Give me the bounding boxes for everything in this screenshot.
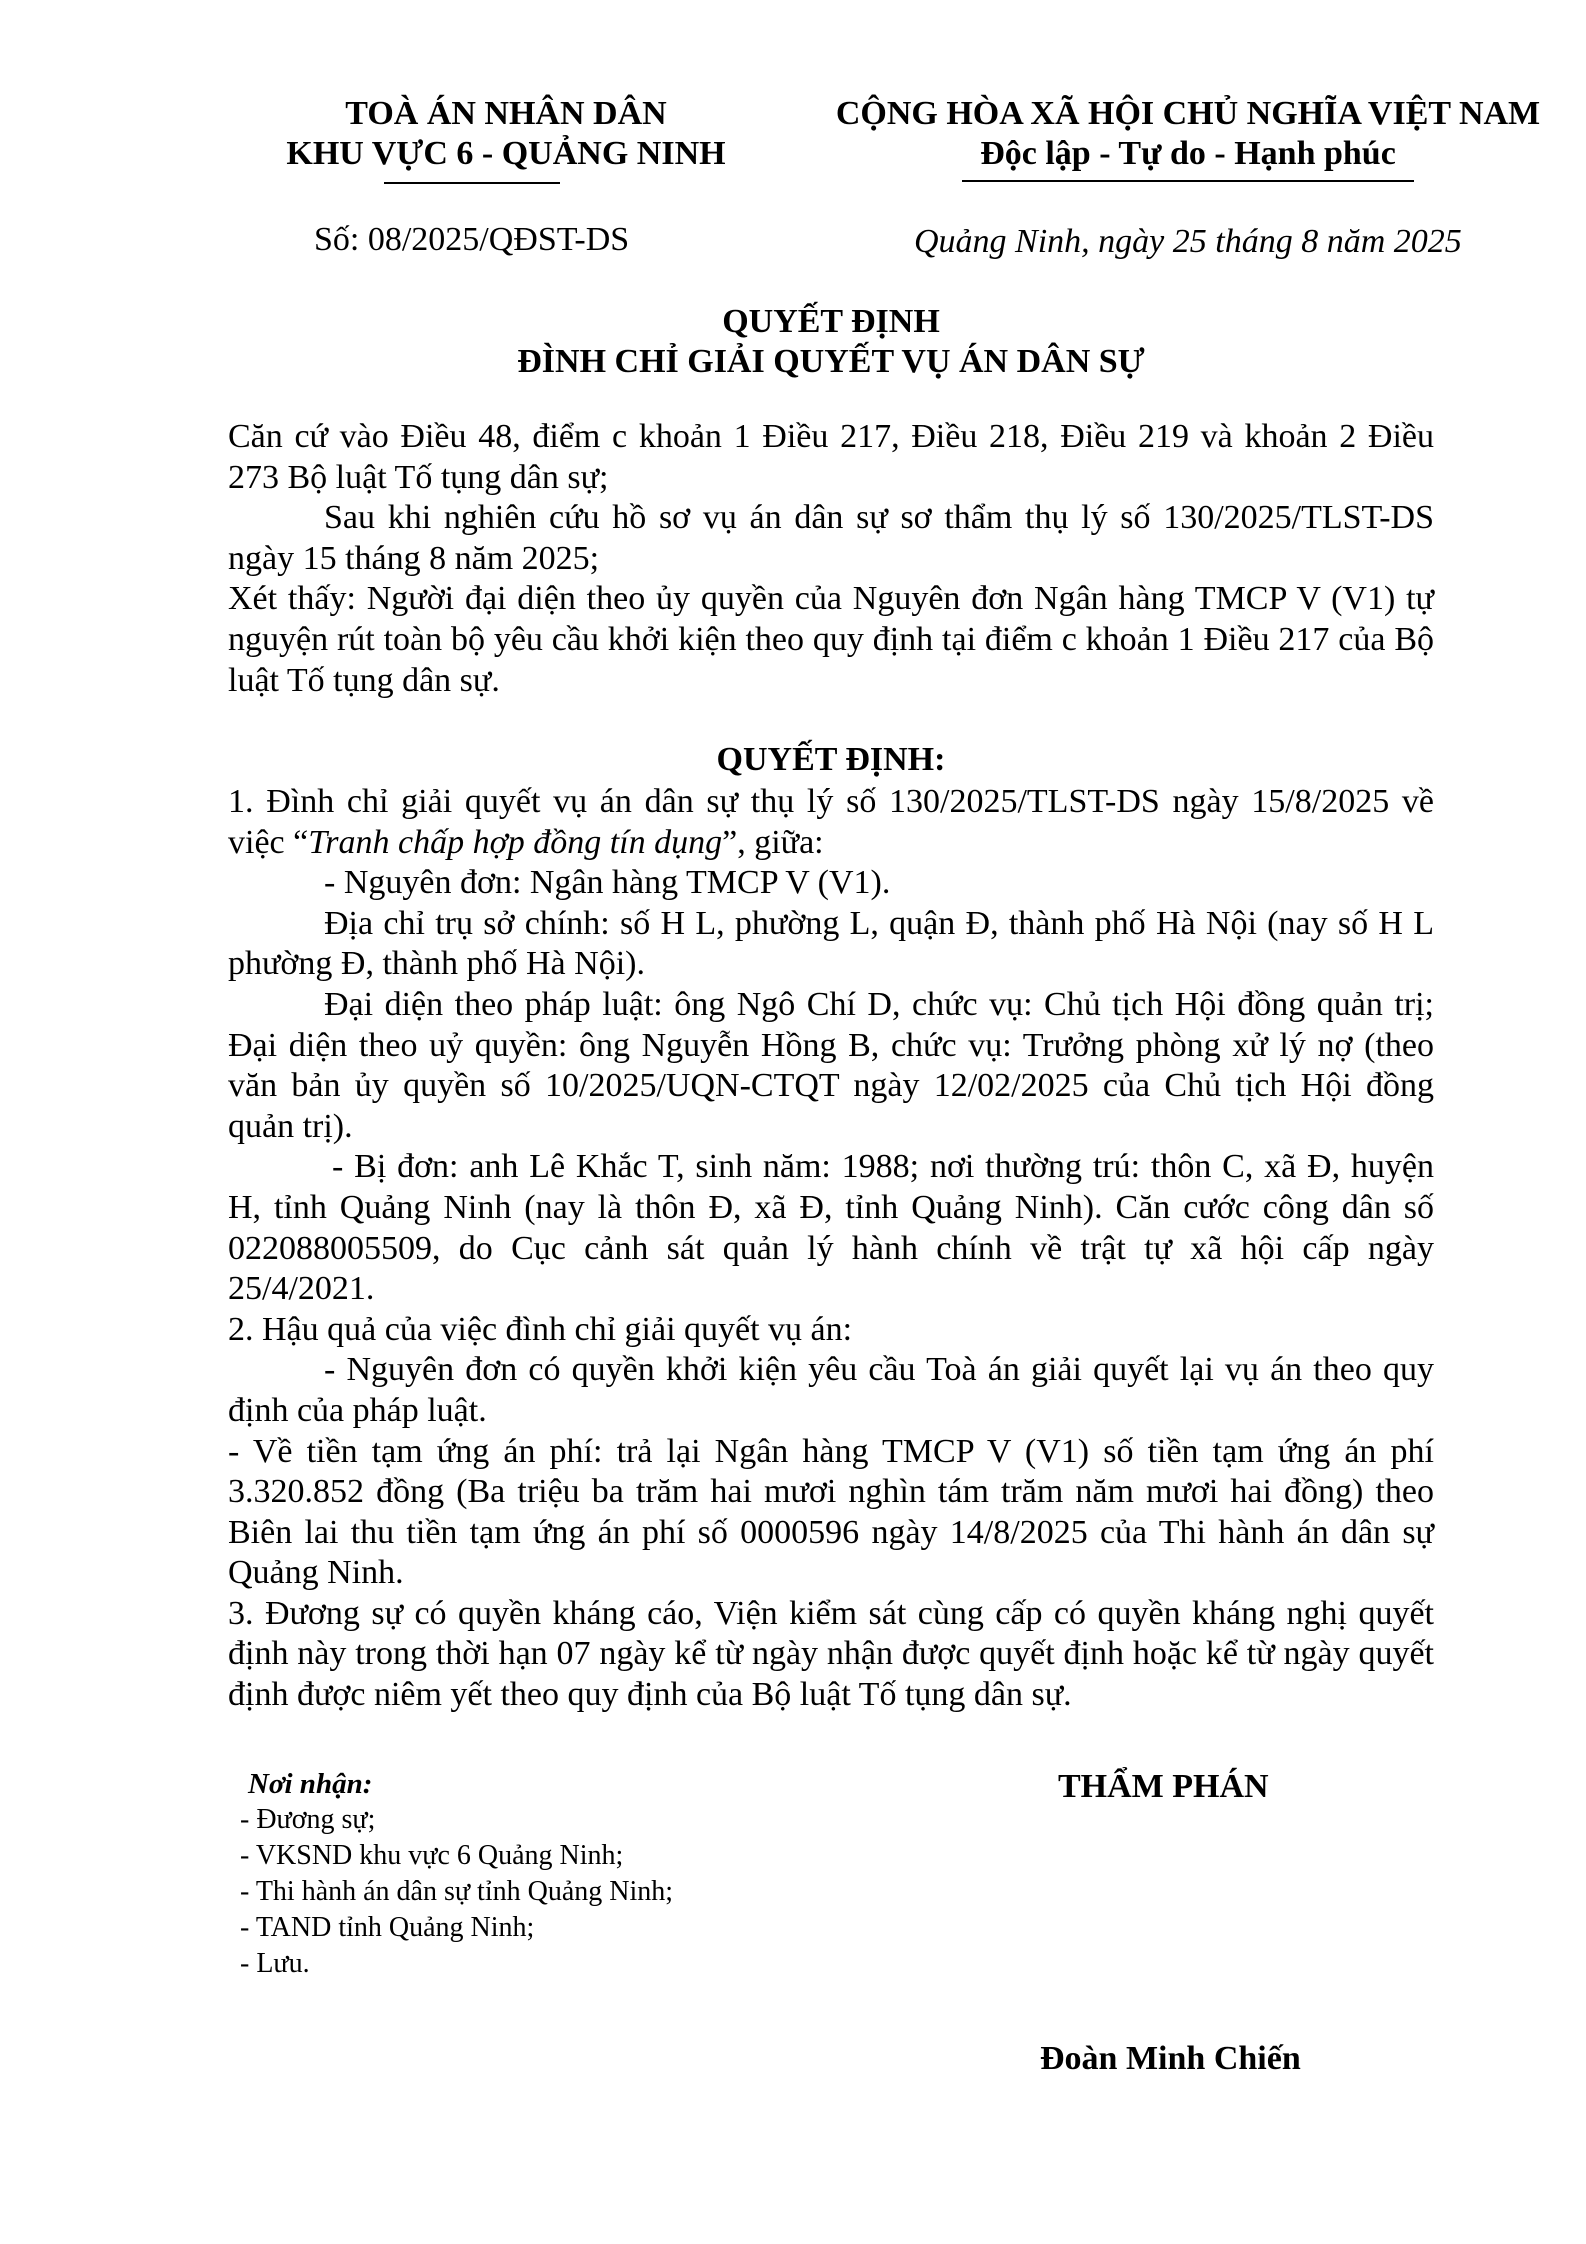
nation-motto: Độc lập - Tự do - Hạnh phúc: [980, 135, 1396, 172]
recipient-item: - Lưu.: [240, 1948, 310, 1979]
decision-item-2b: - Về tiền tạm ứng án phí: trả lại Ngân hàng TMCP V (V1) số tiền tạm ứng án phí 3.320.852 đồng (Ba triệu ba trăm hai mươi nghìn tám trăm năm mươi hai đồng) theo Biên lai thu tiền tạm ứng án phí số 0000596 ngày 14/8/2025 của Thi hành án dân sự Quảng Ninh.: [228, 1432, 1434, 1592]
recipients-heading: Nơi nhận:: [248, 1768, 373, 1800]
decision-item-1-pre: 1. Đình chỉ giải quyết vụ án dân sự thụ lý số 130/2025/TLST-DS ngày 15/8/2025 về việc “: [228, 783, 1434, 861]
court-name-line2: KHU VỰC 6 - QUẢNG NINH: [286, 135, 726, 172]
case-type: Tranh chấp hợp đồng tín dụng: [308, 823, 723, 861]
recipient-item: - Đương sự;: [240, 1804, 376, 1835]
signer-title: THẨM PHÁN: [1058, 1768, 1269, 1805]
decision-item-2: 2. Hậu quả của việc đình chỉ giải quyết vụ án:: [228, 1310, 853, 1348]
place-date: Quảng Ninh, ngày 25 tháng 8 năm 2025: [914, 223, 1462, 260]
plaintiff-representative: Đại diện theo pháp luật: ông Ngô Chí D, chức vụ: Chủ tịch Hội đồng quản trị; Đại diện theo uỷ quyền: ông Nguyễn Hồng B, chức vụ: Trưởng phòng xử lý nợ (theo văn bản ủy quyền số 10/2025/UQN-CTQT ngày 12/02/2025 của Chủ tịch Hội đồng quản trị).: [228, 985, 1434, 1145]
court-name-line1: TOÀ ÁN NHÂN DÂN: [345, 95, 667, 132]
decision-item-3: 3. Đương sự có quyền kháng cáo, Viện kiểm sát cùng cấp có quyền kháng nghị quyết định này trong thời hạn 07 ngày kể từ ngày nhận được quyết định hoặc kể từ ngày quyết định được niêm yết theo quy định của Bộ luật Tố tụng dân sự.: [228, 1594, 1434, 1714]
decision-heading: QUYẾT ĐỊNH:: [716, 741, 946, 778]
decision-item-2a: - Nguyên đơn có quyền khởi kiện yêu cầu Toà án giải quyết lại vụ án theo quy định của pháp luật.: [228, 1351, 1434, 1429]
case-review: Sau khi nghiên cứu hồ sơ vụ án dân sự sơ thẩm thụ lý số 130/2025/TLST-DS ngày 15 tháng 8 năm 2025;: [228, 499, 1434, 577]
decision-item-1: [228, 782, 1434, 863]
decision-body: [228, 782, 1434, 1716]
plaintiff-address: Địa chỉ trụ sở chính: số H L, phường L, quận Đ, thành phố Hà Nội (nay số H L phường Đ, thành phố Hà Nội).: [228, 904, 1434, 983]
preamble: [228, 417, 1434, 701]
document-number: Số: 08/2025/QĐST-DS: [314, 221, 630, 258]
plaintiff: - Nguyên đơn: Ngân hàng TMCP V (V1).: [324, 864, 891, 902]
recipient-item: - Thi hành án dân sự tỉnh Quảng Ninh;: [240, 1876, 674, 1907]
considering: Xét thấy: Người đại diện theo ủy quyền của Nguyên đơn Ngân hàng TMCP V (V1) tự nguyện rút toàn bộ yêu cầu khởi kiện theo quy định tại điểm c khoản 1 Điều 217 của Bộ luật Tố tụng dân sự.: [228, 580, 1434, 699]
defendant: - Bị đơn: anh Lê Khắc T, sinh năm: 1988; nơi thường trú: thôn C, xã Đ, huyện H, tỉnh Quảng Ninh (nay là thôn Đ, xã Đ, tỉnh Quảng Ninh). Căn cước công dân số 022088005509, do Cục cảnh sát quản lý hành chính về trật tự xã hội cấp ngày 25/4/2021.: [228, 1148, 1434, 1308]
motto-underline: [962, 180, 1414, 182]
document-subtitle: ĐÌNH CHỈ GIẢI QUYẾT VỤ ÁN DÂN SỰ: [517, 343, 1145, 380]
document-title: QUYẾT ĐỊNH: [722, 303, 940, 340]
recipient-item: - VKSND khu vực 6 Quảng Ninh;: [240, 1840, 624, 1871]
court-underline: [384, 182, 560, 184]
recipients: [240, 1766, 673, 1982]
signer-name: Đoàn Minh Chiến: [1040, 2040, 1301, 2077]
decision-item-1-post: ”, giữa:: [722, 823, 824, 861]
legal-basis: Căn cứ vào Điều 48, điểm c khoản 1 Điều 217, Điều 218, Điều 219 và khoản 2 Điều 273 Bộ luật Tố tụng dân sự;: [228, 418, 1434, 496]
recipient-item: - TAND tỉnh Quảng Ninh;: [240, 1912, 535, 1943]
nation-title: CỘNG HÒA XÃ HỘI CHỦ NGHĨA VIỆT NAM: [835, 95, 1541, 132]
